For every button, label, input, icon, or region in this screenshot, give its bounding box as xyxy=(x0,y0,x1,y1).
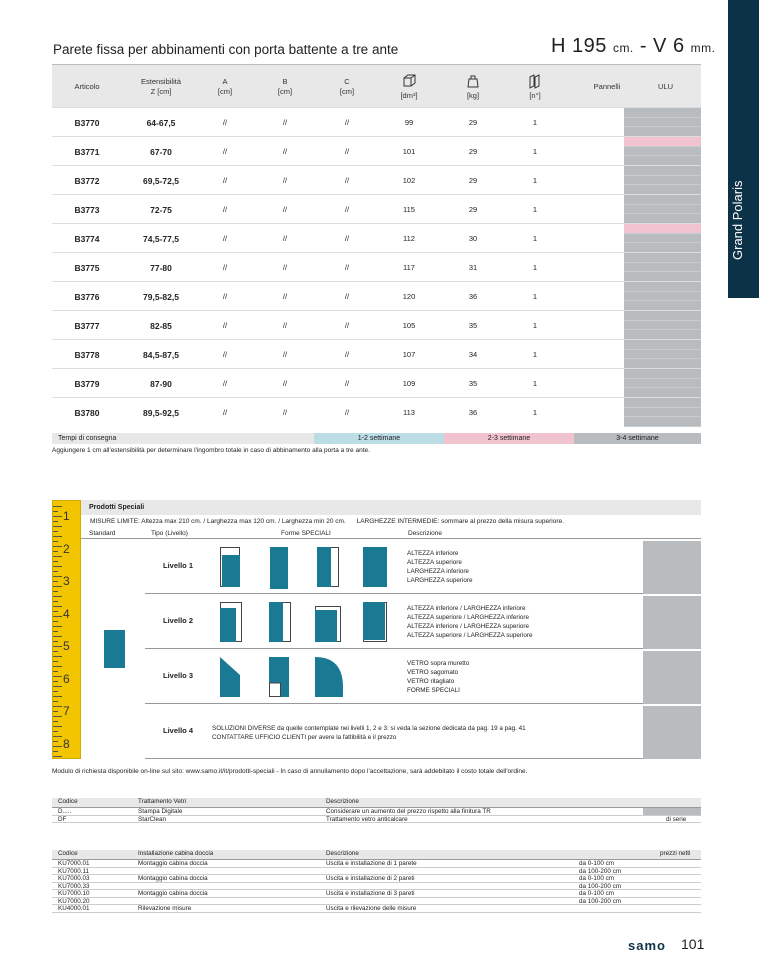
weight-icon xyxy=(465,73,481,89)
extension-note: Aggiungere 1 cm all'estensibilità per determinare l'ingombro totale in caso di abbinamento alla porta a tre ante. xyxy=(52,447,370,454)
cell-z: 67-70 xyxy=(150,146,172,157)
cell-c: // xyxy=(344,176,350,185)
cell-kg: 29 xyxy=(468,147,478,156)
table-row xyxy=(52,905,701,913)
cell-z: 72-75 xyxy=(150,204,172,215)
ulu-cells xyxy=(624,195,701,224)
cell-c: // xyxy=(344,205,350,214)
cell-range: da 0-100 cm xyxy=(579,890,615,897)
ruler-number: 3 xyxy=(63,574,70,588)
cell-z: 79,5-82,5 xyxy=(143,291,179,302)
cell-b: // xyxy=(282,205,288,214)
cell-art: B3773 xyxy=(74,204,100,215)
table-row xyxy=(52,223,701,252)
cell-dm: 113 xyxy=(403,408,415,417)
level-1-price xyxy=(643,541,701,594)
glass-treatment-table: Codice Trattamento Vetri Descrizione D..... Stampa Digitale Considerare un aumento del prezzo rispetto alla finitura TR DF StarClean Trattamento vetro anticalcare di serie xyxy=(52,798,701,823)
level-1 xyxy=(145,541,643,594)
table-row xyxy=(52,890,701,898)
cell-b: // xyxy=(282,292,288,301)
cell-code: KU7000.01 xyxy=(58,860,90,867)
cell-art: B3776 xyxy=(74,291,100,302)
cell-c: // xyxy=(344,118,350,127)
cell-z: 84,5-87,5 xyxy=(143,349,179,360)
ruler-number: 2 xyxy=(63,541,70,556)
delivery-3-4: 3-4 settimane xyxy=(574,433,701,444)
level-2 xyxy=(145,596,643,649)
cell-kg: 36 xyxy=(468,292,478,301)
ulu-cells xyxy=(624,282,701,311)
table-row xyxy=(52,252,701,281)
col-pannelli: Pannelli xyxy=(593,81,621,91)
side-tab-label: Grand Polaris xyxy=(730,180,745,260)
table-row xyxy=(52,136,701,165)
cell-c: // xyxy=(344,292,350,301)
col-kg: [kg] xyxy=(446,65,500,108)
col-a: A [cm] xyxy=(217,76,233,96)
delivery-times xyxy=(52,433,701,444)
cell-b: // xyxy=(282,379,288,388)
cell-c: // xyxy=(344,350,350,359)
cell-a: // xyxy=(222,118,228,127)
cell-a: // xyxy=(222,350,228,359)
level-4-price xyxy=(643,706,701,759)
cell-dm: 109 xyxy=(402,379,416,388)
cell-art: B3779 xyxy=(74,378,100,389)
table-row xyxy=(52,107,701,136)
cell-art: B3774 xyxy=(74,233,100,244)
cell-art: B3772 xyxy=(74,175,100,186)
cell-code: KU7000.33 xyxy=(58,882,90,890)
cell-code: KU7000.10 xyxy=(58,890,90,897)
col-tipo: Tipo (Livello) xyxy=(151,530,188,537)
table-header xyxy=(52,64,701,107)
cell-c: // xyxy=(344,234,350,243)
cell-kg: 29 xyxy=(468,205,478,214)
special-columns xyxy=(81,529,701,539)
cell-range: da 0-100 cm xyxy=(579,875,615,882)
cell-c: // xyxy=(344,147,350,156)
table-row xyxy=(52,875,701,883)
cell-n: 1 xyxy=(532,263,538,272)
ulu-cells xyxy=(624,166,701,195)
cell-range: da 0-100 cm xyxy=(579,860,615,867)
curved-glass-icon xyxy=(315,657,345,697)
cell-code: KU7000.03 xyxy=(58,875,90,882)
cell-n: 1 xyxy=(532,205,538,214)
cell-name: Montaggio cabina doccia xyxy=(138,875,208,882)
cell-z: 87-90 xyxy=(150,378,172,389)
level-2-name: Livello 2 xyxy=(163,616,194,625)
level-3 xyxy=(145,651,643,704)
table-row xyxy=(52,165,701,194)
cell-a: // xyxy=(222,321,228,330)
cell-z: 69,5-72,5 xyxy=(143,175,179,186)
cell-dm: 112 xyxy=(403,234,415,243)
cell-a: // xyxy=(222,234,228,243)
panels-icon xyxy=(527,73,543,89)
cell-dm: 115 xyxy=(403,205,415,214)
table-row xyxy=(52,194,701,223)
cell-b: // xyxy=(282,118,288,127)
cell-a: // xyxy=(222,292,228,301)
cell-dm: 101 xyxy=(402,147,416,156)
cell-desc: Uscita e installazione di 2 pareti xyxy=(326,875,415,882)
cell-kg: 35 xyxy=(468,379,478,388)
col-b: B [cm] xyxy=(277,76,293,96)
level-4-name: Livello 4 xyxy=(163,726,194,735)
cell-a: // xyxy=(222,408,228,417)
cell-range: da 100-200 cm xyxy=(579,897,622,905)
cell-art: B3780 xyxy=(74,407,100,418)
cell-z: 77-80 xyxy=(150,262,172,273)
ulu-cells xyxy=(624,108,701,137)
table-row xyxy=(52,281,701,310)
standard-shape-icon xyxy=(104,630,125,668)
cell-b: // xyxy=(282,234,288,243)
cell-kg: 34 xyxy=(468,350,478,359)
level-4-desc: SOLUZIONI DIVERSE da quelle contemplate nei livelli 1, 2 e 3: si veda la sezione dedicata da pag. 19 a pag. 41 CONTATTARE UFFICIO CLIENTI per avere la fattibilità e il prezzo xyxy=(212,725,526,741)
table-row xyxy=(52,397,701,426)
size-heading xyxy=(551,35,715,58)
size-h: H 195 xyxy=(551,35,607,57)
cell-art: B3771 xyxy=(74,146,100,157)
cell-code: KU7000.11 xyxy=(58,867,90,875)
size-v-unit: mm. xyxy=(690,41,716,55)
shaped-glass-icon xyxy=(220,657,242,697)
cell-b: // xyxy=(282,350,288,359)
table-row xyxy=(52,368,701,397)
cell-a: // xyxy=(222,176,228,185)
cell-kg: 31 xyxy=(468,263,478,272)
col-ulu: ULU xyxy=(657,81,673,91)
cell-dm: 102 xyxy=(402,176,416,185)
level-4 xyxy=(145,706,643,759)
col-c: C [cm] xyxy=(339,76,355,96)
table-row xyxy=(52,310,701,339)
cell-dm: 105 xyxy=(402,321,416,330)
ulu-cells xyxy=(624,253,701,282)
cell-range: da 100-200 cm xyxy=(579,867,622,875)
ulu-cells xyxy=(624,311,701,340)
ruler-graphic xyxy=(52,500,81,759)
cell-art: B3778 xyxy=(74,349,100,360)
cell-desc: Uscita e installazione di 1 parete xyxy=(326,860,417,867)
delivery-label: Tempi di consegna xyxy=(52,433,314,444)
ruler-number: 1 xyxy=(63,509,70,523)
table-row xyxy=(52,860,701,868)
cell-dm: 120 xyxy=(402,292,416,301)
ulu-cells xyxy=(624,137,701,166)
cell-b: // xyxy=(282,263,288,272)
page-number: 101 xyxy=(681,936,705,952)
cell-c: // xyxy=(344,408,350,417)
cell-art: B3770 xyxy=(74,117,100,128)
cell-desc: Uscita e rilevazione delle misure xyxy=(326,905,417,912)
col-descrizione: Descrizione xyxy=(408,530,442,537)
col-n: [n°] xyxy=(508,65,562,108)
col-articolo: Articolo xyxy=(74,81,100,91)
cell-b: // xyxy=(282,321,288,330)
volume-icon xyxy=(401,73,417,89)
cell-name: Rilevazione misure xyxy=(138,905,192,912)
col-forme: Forme SPECIALI xyxy=(281,530,331,537)
side-tab xyxy=(728,0,759,298)
ruler-number: 8 xyxy=(63,736,70,751)
level-3-name: Livello 3 xyxy=(163,671,194,680)
cell-a: // xyxy=(222,205,228,214)
level-1-name: Livello 1 xyxy=(163,561,194,570)
cell-art: B3777 xyxy=(74,320,100,331)
level-3-desc: VETRO sopra muretto VETRO sagomato VETRO ritagliato FORME SPECIALI xyxy=(407,660,470,694)
level-2-price xyxy=(643,596,701,649)
table-row: DF StarClean Trattamento vetro anticalcare di serie xyxy=(52,816,701,824)
cell-n: 1 xyxy=(532,234,538,243)
col-standard: Standard xyxy=(89,530,116,537)
cell-z: 74,5-77,5 xyxy=(143,233,179,244)
cell-name: Montaggio cabina doccia xyxy=(138,890,208,897)
cell-kg: 29 xyxy=(468,118,478,127)
cell-b: // xyxy=(282,408,288,417)
cell-kg: 36 xyxy=(468,408,478,417)
cell-kg: 29 xyxy=(468,176,478,185)
ruler-number: 6 xyxy=(63,671,70,686)
cell-c: // xyxy=(344,321,350,330)
table-row xyxy=(52,898,701,906)
online-note: Modulo di richiesta disponibile on-line sul sito: www.samo.it/it/prodotti-speciali - In caso di annullamento dopo l'accettazione, sarà addebitato il costo totale dell'ordine. xyxy=(52,768,528,775)
installation-table: Codice Installazione cabina doccia Descrizione prezzi netti KU7000.01 Montaggio cabina doccia Uscita e installazione di 1 parete da 0-100 cm KU7000.11 da 100-200 cm KU7000.03 Montaggio cabina doccia Uscita e installazione di 2 pareti da 0-100 cm KU7000.33 da 100-200 cm KU7000.10 Montaggio cabina doccia Uscita e installazione di 3 pareti da 0-100 cm KU7000.20 da 100-200 cm KU4000.01 Rilevazione misure Uscita e rilevazione delle misure xyxy=(52,850,701,913)
ruler-number: 4 xyxy=(63,606,70,621)
cell-desc: Uscita e installazione di 3 pareti xyxy=(326,890,415,897)
col-z: Estensibilità Z [cm] xyxy=(140,76,182,96)
cell-a: // xyxy=(222,379,228,388)
cell-b: // xyxy=(282,176,288,185)
cell-n: 1 xyxy=(532,118,538,127)
level-3-price xyxy=(643,651,701,704)
cell-code: KU7000.20 xyxy=(58,897,90,905)
level-2-desc: ALTEZZA inferiore / LARGHEZZA inferiore ALTEZZA superiore / LARGHEZZA inferiore ALTEZZA inferiore / LARGHEZZA superiore ALTEZZA superiore / LARGHEZZA superiore xyxy=(407,605,533,639)
ruler-number: 5 xyxy=(63,639,70,653)
cell-kg: 35 xyxy=(468,321,478,330)
cell-dm: 99 xyxy=(404,118,414,127)
cell-n: 1 xyxy=(532,408,538,417)
delivery-1-2: 1-2 settimane xyxy=(314,433,444,444)
table-row xyxy=(52,883,701,891)
ulu-cells xyxy=(624,340,701,369)
cell-c: // xyxy=(344,263,350,272)
cell-a: // xyxy=(222,147,228,156)
table-row: D..... Stampa Digitale Considerare un aumento del prezzo rispetto alla finitura TR xyxy=(52,808,701,816)
cell-z: 82-85 xyxy=(150,320,172,331)
cell-dm: 117 xyxy=(403,263,415,272)
cell-n: 1 xyxy=(532,147,538,156)
cell-dm: 107 xyxy=(402,350,416,359)
cell-n: 1 xyxy=(532,350,538,359)
cell-z: 89,5-92,5 xyxy=(143,407,179,418)
cell-z: 64-67,5 xyxy=(146,117,176,128)
cell-c: // xyxy=(344,379,350,388)
delivery-2-3: 2-3 settimane xyxy=(444,433,574,444)
cell-kg: 30 xyxy=(468,234,478,243)
cell-art: B3775 xyxy=(74,262,100,273)
cell-a: // xyxy=(222,263,228,272)
cell-name: Montaggio cabina doccia xyxy=(138,860,208,867)
level-1-desc: ALTEZZA inferiore ALTEZZA superiore LARGHEZZA inferiore LARGHEZZA superiore xyxy=(407,550,473,584)
table-row xyxy=(52,868,701,876)
cell-b: // xyxy=(282,147,288,156)
cell-n: 1 xyxy=(532,321,538,330)
ulu-cells xyxy=(624,224,701,253)
table-row xyxy=(52,339,701,368)
page-title: Parete fissa per abbinamenti con porta battente a tre ante xyxy=(53,42,399,57)
ulu-cells xyxy=(624,398,701,427)
ruler-number: 7 xyxy=(63,704,70,718)
cell-n: 1 xyxy=(532,292,538,301)
cell-range: da 100-200 cm xyxy=(579,882,622,890)
samo-logo: samo xyxy=(628,938,666,953)
ulu-cells xyxy=(624,369,701,398)
size-v: - V 6 xyxy=(633,35,685,57)
special-products-title: Prodotti Speciali xyxy=(81,500,701,515)
cell-code: KU4000.01 xyxy=(58,905,90,912)
size-h-unit: cm. xyxy=(612,41,634,55)
col-dm3: [dm³] xyxy=(382,65,436,108)
cell-n: 1 xyxy=(532,176,538,185)
special-limits: MISURE LIMITE: Altezza max 210 cm. / Larghezza max 120 cm. / Larghezza min 20 cm. LARGHEZZE INTERMEDIE: sommare al prezzo della misura superiore. xyxy=(90,518,564,525)
cell-n: 1 xyxy=(532,379,538,388)
cutout-glass-icon xyxy=(269,657,291,697)
